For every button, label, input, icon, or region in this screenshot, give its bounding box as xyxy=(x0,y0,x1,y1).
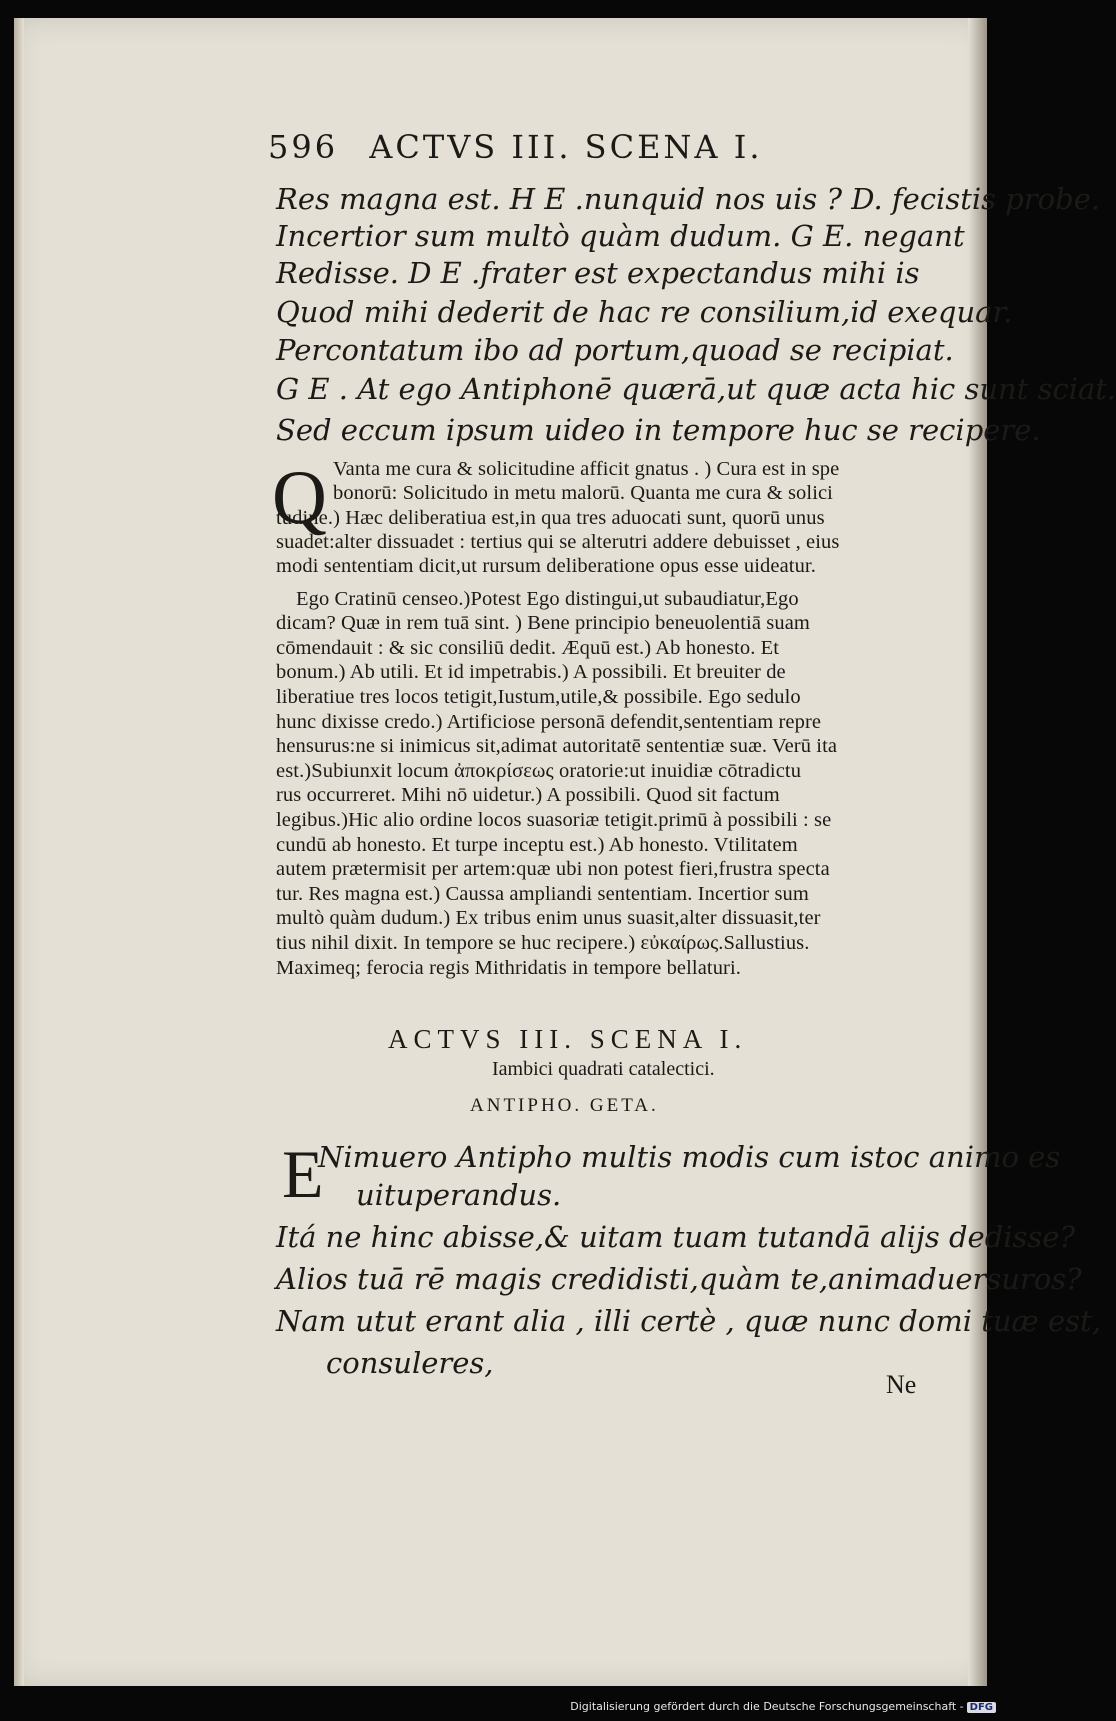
page-right-edge xyxy=(968,18,987,1686)
verse-line: Incertior sum multò quàm dudum. G E. negant xyxy=(276,219,965,253)
verse-line: Quod mihi dederit de hac re consilium,id exequar. xyxy=(276,295,1013,329)
commentary-dropcap: Q xyxy=(272,456,327,540)
commentary-line: liberatiue tres locos tetigit,Iustum,utile,& possibile. Ego sedulo xyxy=(276,686,801,708)
dfg-logo: DFG xyxy=(967,1702,996,1713)
commentary-line: bonorū: Solicitudo in metu malorū. Quanta me cura & solici xyxy=(333,482,833,504)
running-title: ACTVS III. SCENA I. xyxy=(369,128,763,166)
commentary-line: est.)Subiunxit locum ἀποκρίσεως oratorie:ut inuidiæ cōtradictu xyxy=(276,760,802,782)
commentary-line: cōmendauit : & sic consiliū dedit. Æquū est.) Ab honesto. Et xyxy=(276,637,780,659)
commentary-line: tudine.) Hæc deliberatiua est,in qua tres aduocati sunt, quorū unus xyxy=(276,507,825,529)
scene-line: Nam utut erant alia , illi certè , quæ nunc domi tuæ est, xyxy=(276,1304,1101,1338)
commentary-line: tur. Res magna est.) Caussa ampliandi sententiam. Incertior sum xyxy=(276,883,809,905)
credit-text: Digitalisierung gefördert durch die Deutsche Forschungsgemeinschaft - xyxy=(570,1700,964,1713)
digitization-credit xyxy=(0,1700,996,1713)
scene-line: uituperandus. xyxy=(356,1178,562,1212)
verse-line: Res magna est. H E .nunquid nos uis ? D. fecistis probe. xyxy=(276,182,1101,216)
verse-line: G E . At ego Antiphonē quærā,ut quæ acta hic sunt sciat. xyxy=(276,372,1116,406)
running-header xyxy=(268,128,763,166)
commentary-line: suadet:alter dissuadet : tertius qui se alterutri addere debuisset , eius xyxy=(276,531,840,553)
commentary-line: legibus.)Hic alio ordine locos suasoriæ tetigit.primū à possibili : se xyxy=(276,809,832,831)
scene-dropcap: E xyxy=(282,1136,324,1212)
commentary-line: cundū ab honesto. Et turpe inceptu est.) Ab honesto. Vtilitatem xyxy=(276,834,798,856)
commentary-line: bonum.) Ab utili. Et id impetrabis.) A possibili. Et breuiter de xyxy=(276,661,786,683)
scene-persons: ANTIPHO. GETA. xyxy=(470,1095,659,1116)
scene-line: Nimuero Antipho multis modis cum istoc animo es xyxy=(318,1140,1061,1174)
commentary-line: hunc dixisse credo.) Artificiose personā defendit,sententiam repre xyxy=(276,711,822,733)
commentary-line: modi sententiam dicit,ut rursum deliberatione opus esse uideatur. xyxy=(276,555,816,577)
verse-line: Redisse. D E .frater est expectandus mihi is xyxy=(276,256,920,290)
commentary-line: autem prætermisit per artem:quæ ubi non potest fieri,frustra specta xyxy=(276,858,830,880)
commentary-line: tius nihil dixit. In tempore se huc recipere.) εὐκαίρως.Sallustius. xyxy=(276,932,810,954)
page-number: 596 xyxy=(268,128,339,166)
scene-line: consuleres, xyxy=(326,1346,494,1380)
scene-meter: Iambici quadrati catalectici. xyxy=(492,1058,715,1080)
commentary-line: Vanta me cura & solicitudine afficit gnatus . ) Cura est in spe xyxy=(333,458,840,480)
commentary-line: hensurus:ne si inimicus sit,adimat autoritatē sententiæ suæ. Verū ita xyxy=(276,735,838,757)
catchword: Ne xyxy=(886,1370,917,1399)
scene-line: Alios tuā rē magis credidisti,quàm te,animaduersuros? xyxy=(276,1262,1082,1296)
commentary-line: rus occurreret. Mihi nō uidetur.) A possibili. Quod sit factum xyxy=(276,784,780,806)
commentary-line: dicam? Quæ in rem tuā sint. ) Bene principio beneuolentiā suam xyxy=(276,612,810,634)
commentary-line: multò quàm dudum.) Ex tribus enim unus suasit,alter dissuasit,ter xyxy=(276,907,821,929)
verse-line: Sed eccum ipsum uideo in tempore huc se recipere. xyxy=(276,413,1041,447)
page-left-edge xyxy=(14,18,24,1686)
scene-line: Itá ne hinc abisse,& uitam tuam tutandā alijs dedisse? xyxy=(276,1220,1076,1254)
verse-line: Percontatum ibo ad portum,quoad se recipiat. xyxy=(276,333,954,367)
commentary-line: Ego Cratinū censeo.)Potest Ego distingui,ut subaudiatur,Ego xyxy=(296,588,799,610)
scene-title: ACTVS III. SCENA I. xyxy=(388,1024,748,1054)
commentary-line: Maximeq; ferocia regis Mithridatis in tempore bellaturi. xyxy=(276,957,742,979)
